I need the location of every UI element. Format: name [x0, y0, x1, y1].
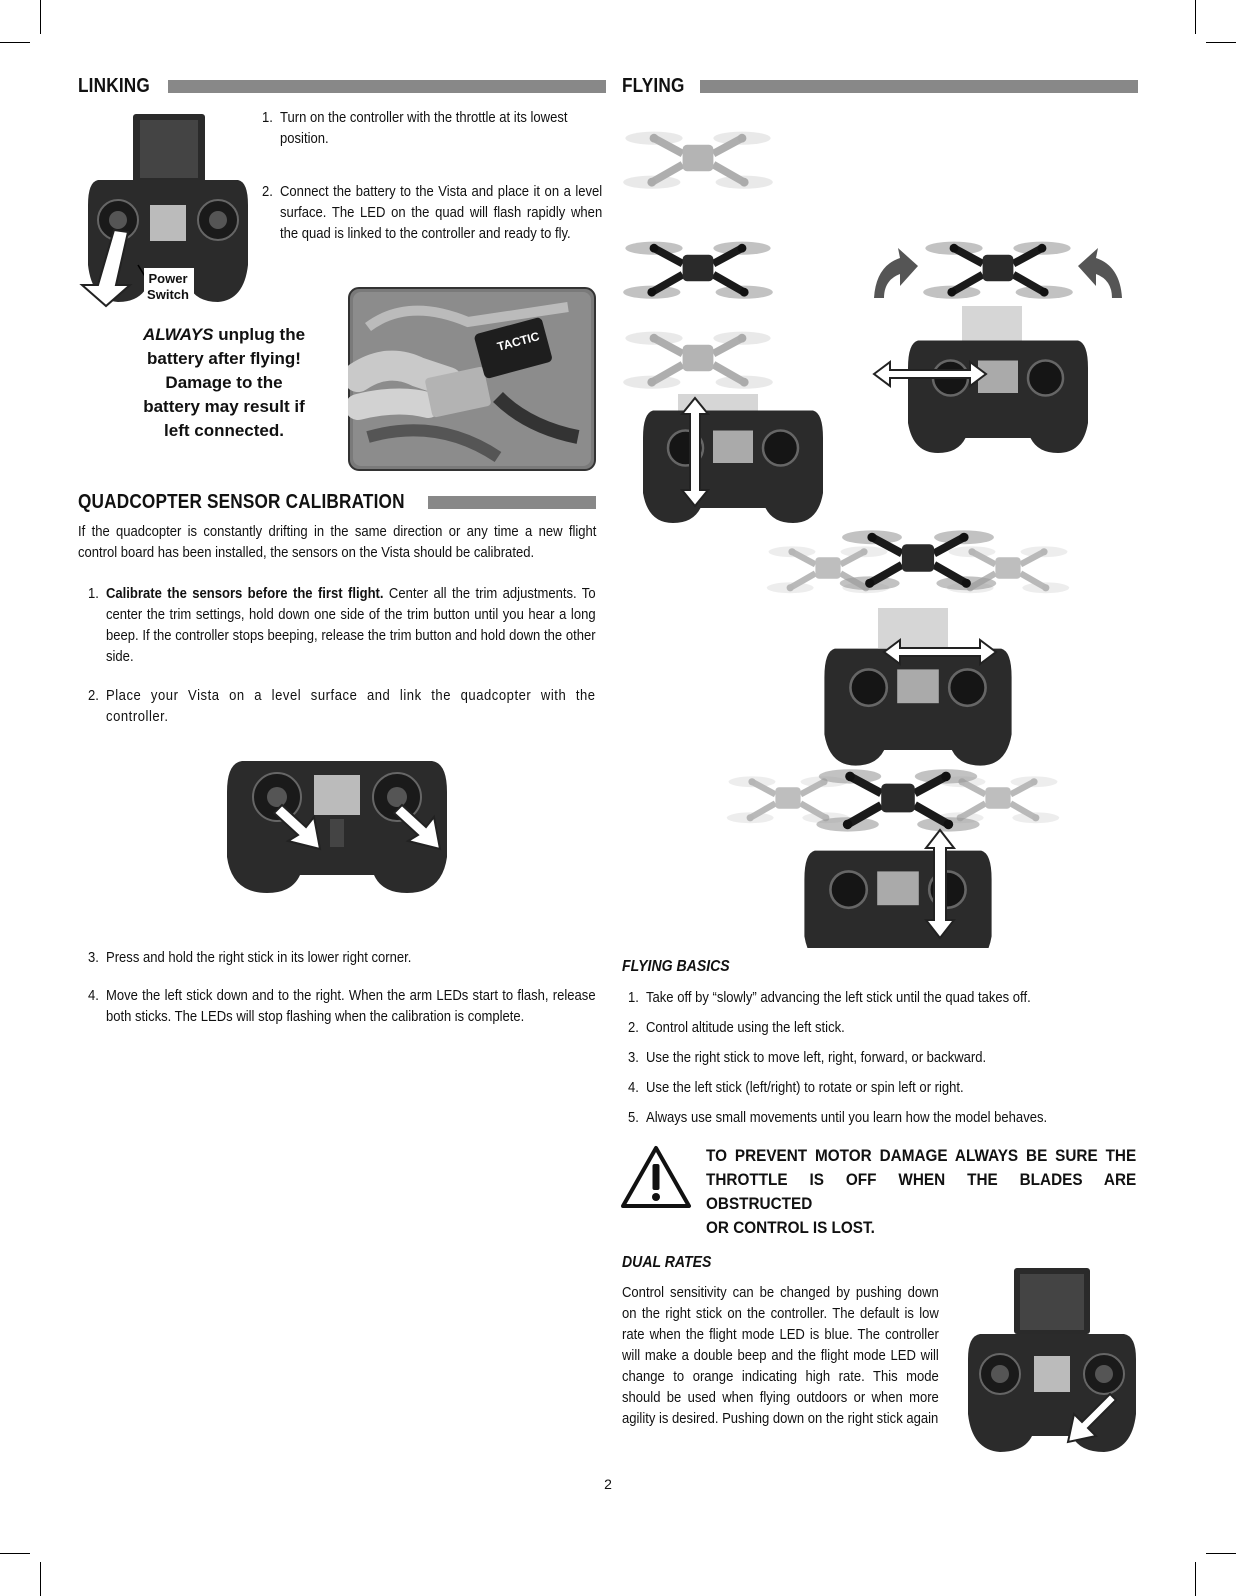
crop-mark-br-v [1195, 1562, 1196, 1596]
crop-mark-bl-v [40, 1562, 41, 1596]
calibration-step-4 [88, 986, 652, 1028]
crop-mark-tl-h [0, 42, 30, 43]
dual-rates-controller-illustration [962, 1264, 1142, 1464]
calibration-step-1 [88, 584, 652, 668]
calibration-step-2 [88, 686, 652, 728]
flying-basic-1-num: 1. [628, 990, 639, 1006]
linking-step-2-text: Connect the battery to the Vista and place it on a level surface. The LED on the quad will flash rapidly when the quad is linked to the controller and ready to fly. [280, 184, 603, 242]
calibration-step-4-text: Move the left stick down and to the right. When the arm LEDs start to flash, release both sticks. The LEDs will stop flashing when the calibration is complete. [106, 988, 596, 1025]
linking-header-bar [168, 80, 606, 93]
crop-mark-tr-h [1206, 42, 1236, 43]
flying-basic-2 [628, 1018, 1148, 1039]
flying-header-bar [700, 80, 1138, 93]
linking-step-1-text: Turn on the controller with the throttle at its lowest position. [280, 110, 568, 147]
flying-header [622, 74, 1138, 98]
flying-basic-2-text: Control altitude using the left stick. [646, 1020, 845, 1036]
flying-basic-3-text: Use the right stick to move left, right, forward, or backward. [646, 1050, 987, 1066]
calibration-step-4-num: 4. [88, 988, 99, 1004]
motor-caution-line1: TO PREVENT MOTOR DAMAGE ALWAYS BE SURE THE [706, 1146, 1137, 1165]
linking-header [78, 74, 606, 98]
motor-caution-line2: THROTTLE IS OFF WHEN THE BLADES ARE OBSTRUCTED [706, 1170, 1137, 1213]
calibration-intro-text: If the quadcopter is constantly drifting in the same direction or any time a new flight control board has been installed, the sensors on the Vista should be calibrated. [78, 524, 597, 561]
crop-mark-bl-h [0, 1553, 30, 1554]
flying-basic-1-text: Take off by “slowly” advancing the left stick until the quad takes off. [646, 990, 1031, 1006]
flying-basic-4 [628, 1078, 1148, 1099]
linking-step-2-num: 2. [262, 184, 273, 200]
flying-illustration [618, 108, 1138, 948]
calibration-step-2-text: Place your Vista on a level surface and link the quadcopter with the controller. [106, 688, 596, 725]
linking-title: LINKING [78, 74, 150, 97]
flying-basic-1 [628, 988, 1148, 1009]
photo-logo: TACTIC [495, 329, 541, 354]
calibration-step-2-num: 2. [88, 688, 99, 704]
page-number: 2 [604, 1476, 612, 1492]
linking-controller-illustration [78, 110, 258, 310]
motor-caution [706, 1144, 1184, 1240]
linking-step-1 [262, 108, 622, 150]
motor-caution-line3: OR CONTROL IS LOST. [706, 1218, 875, 1237]
calibration-step-3-num: 3. [88, 950, 99, 966]
flying-basic-2-num: 2. [628, 1020, 639, 1036]
flying-basic-3-num: 3. [628, 1050, 639, 1066]
warning-triangle-icon [620, 1144, 692, 1210]
linking-step-2 [262, 182, 640, 245]
flying-basic-5-text: Always use small movements until you learn how the model behaves. [646, 1110, 1048, 1126]
calibration-step-1-bold: Calibrate the sensors before the first flight. [106, 586, 384, 602]
power-label-line2: Switch [147, 287, 189, 302]
calibration-header-bar [428, 496, 596, 509]
crop-mark-br-h [1206, 1553, 1236, 1554]
battery-warning-text: unplug the battery after flying! Damage to the battery may result if left connected. [143, 325, 306, 440]
calibration-header [78, 490, 596, 514]
calibration-controller-illustration [222, 757, 452, 897]
flying-title: FLYING [622, 74, 685, 97]
flying-basic-3 [628, 1048, 1148, 1069]
calibration-step-1-num: 1. [88, 586, 99, 602]
dual-rates-text [622, 1283, 974, 1430]
calibration-step-1-text: Center all the trim adjustments. To center the trim settings, hold down one side of the trim button until you hear a long beep. If the controller stops beeping, release the trim button and hold down the other side. [106, 586, 596, 665]
flying-basic-4-num: 4. [628, 1080, 639, 1096]
power-label-line1: Power [148, 271, 188, 286]
dual-rates-body: Control sensitivity can be changed by pushing down on the right stick on the controller. The default is low rate when the flight mode LED is blue. The controller will make a double beep and the flight mode LED will change to orange indicating high rate. This mode should be used when flying outdoors or when more agility is desired. Pushing down on the right stick again [622, 1285, 939, 1427]
battery-warning-emphasis: ALWAYS [142, 325, 214, 344]
dual-rates-title: DUAL RATES [622, 1254, 712, 1271]
flying-basic-4-text: Use the left stick (left/right) to rotate or spin left or right. [646, 1080, 964, 1096]
calibration-step-3-text: Press and hold the right stick in its lower right corner. [106, 950, 412, 966]
calibration-title: QUADCOPTER SENSOR CALIBRATION [78, 490, 405, 513]
flying-basics-title: FLYING BASICS [622, 958, 730, 975]
flying-basic-5-num: 5. [628, 1110, 639, 1126]
crop-mark-tl-v [40, 0, 41, 34]
linking-step-1-num: 1. [262, 110, 273, 126]
flying-basic-5 [628, 1108, 1168, 1129]
crop-mark-tr-v [1195, 0, 1196, 34]
battery-connection-photo [348, 287, 596, 471]
battery-warning [138, 323, 310, 443]
calibration-intro [78, 522, 654, 564]
calibration-step-3 [88, 948, 652, 969]
